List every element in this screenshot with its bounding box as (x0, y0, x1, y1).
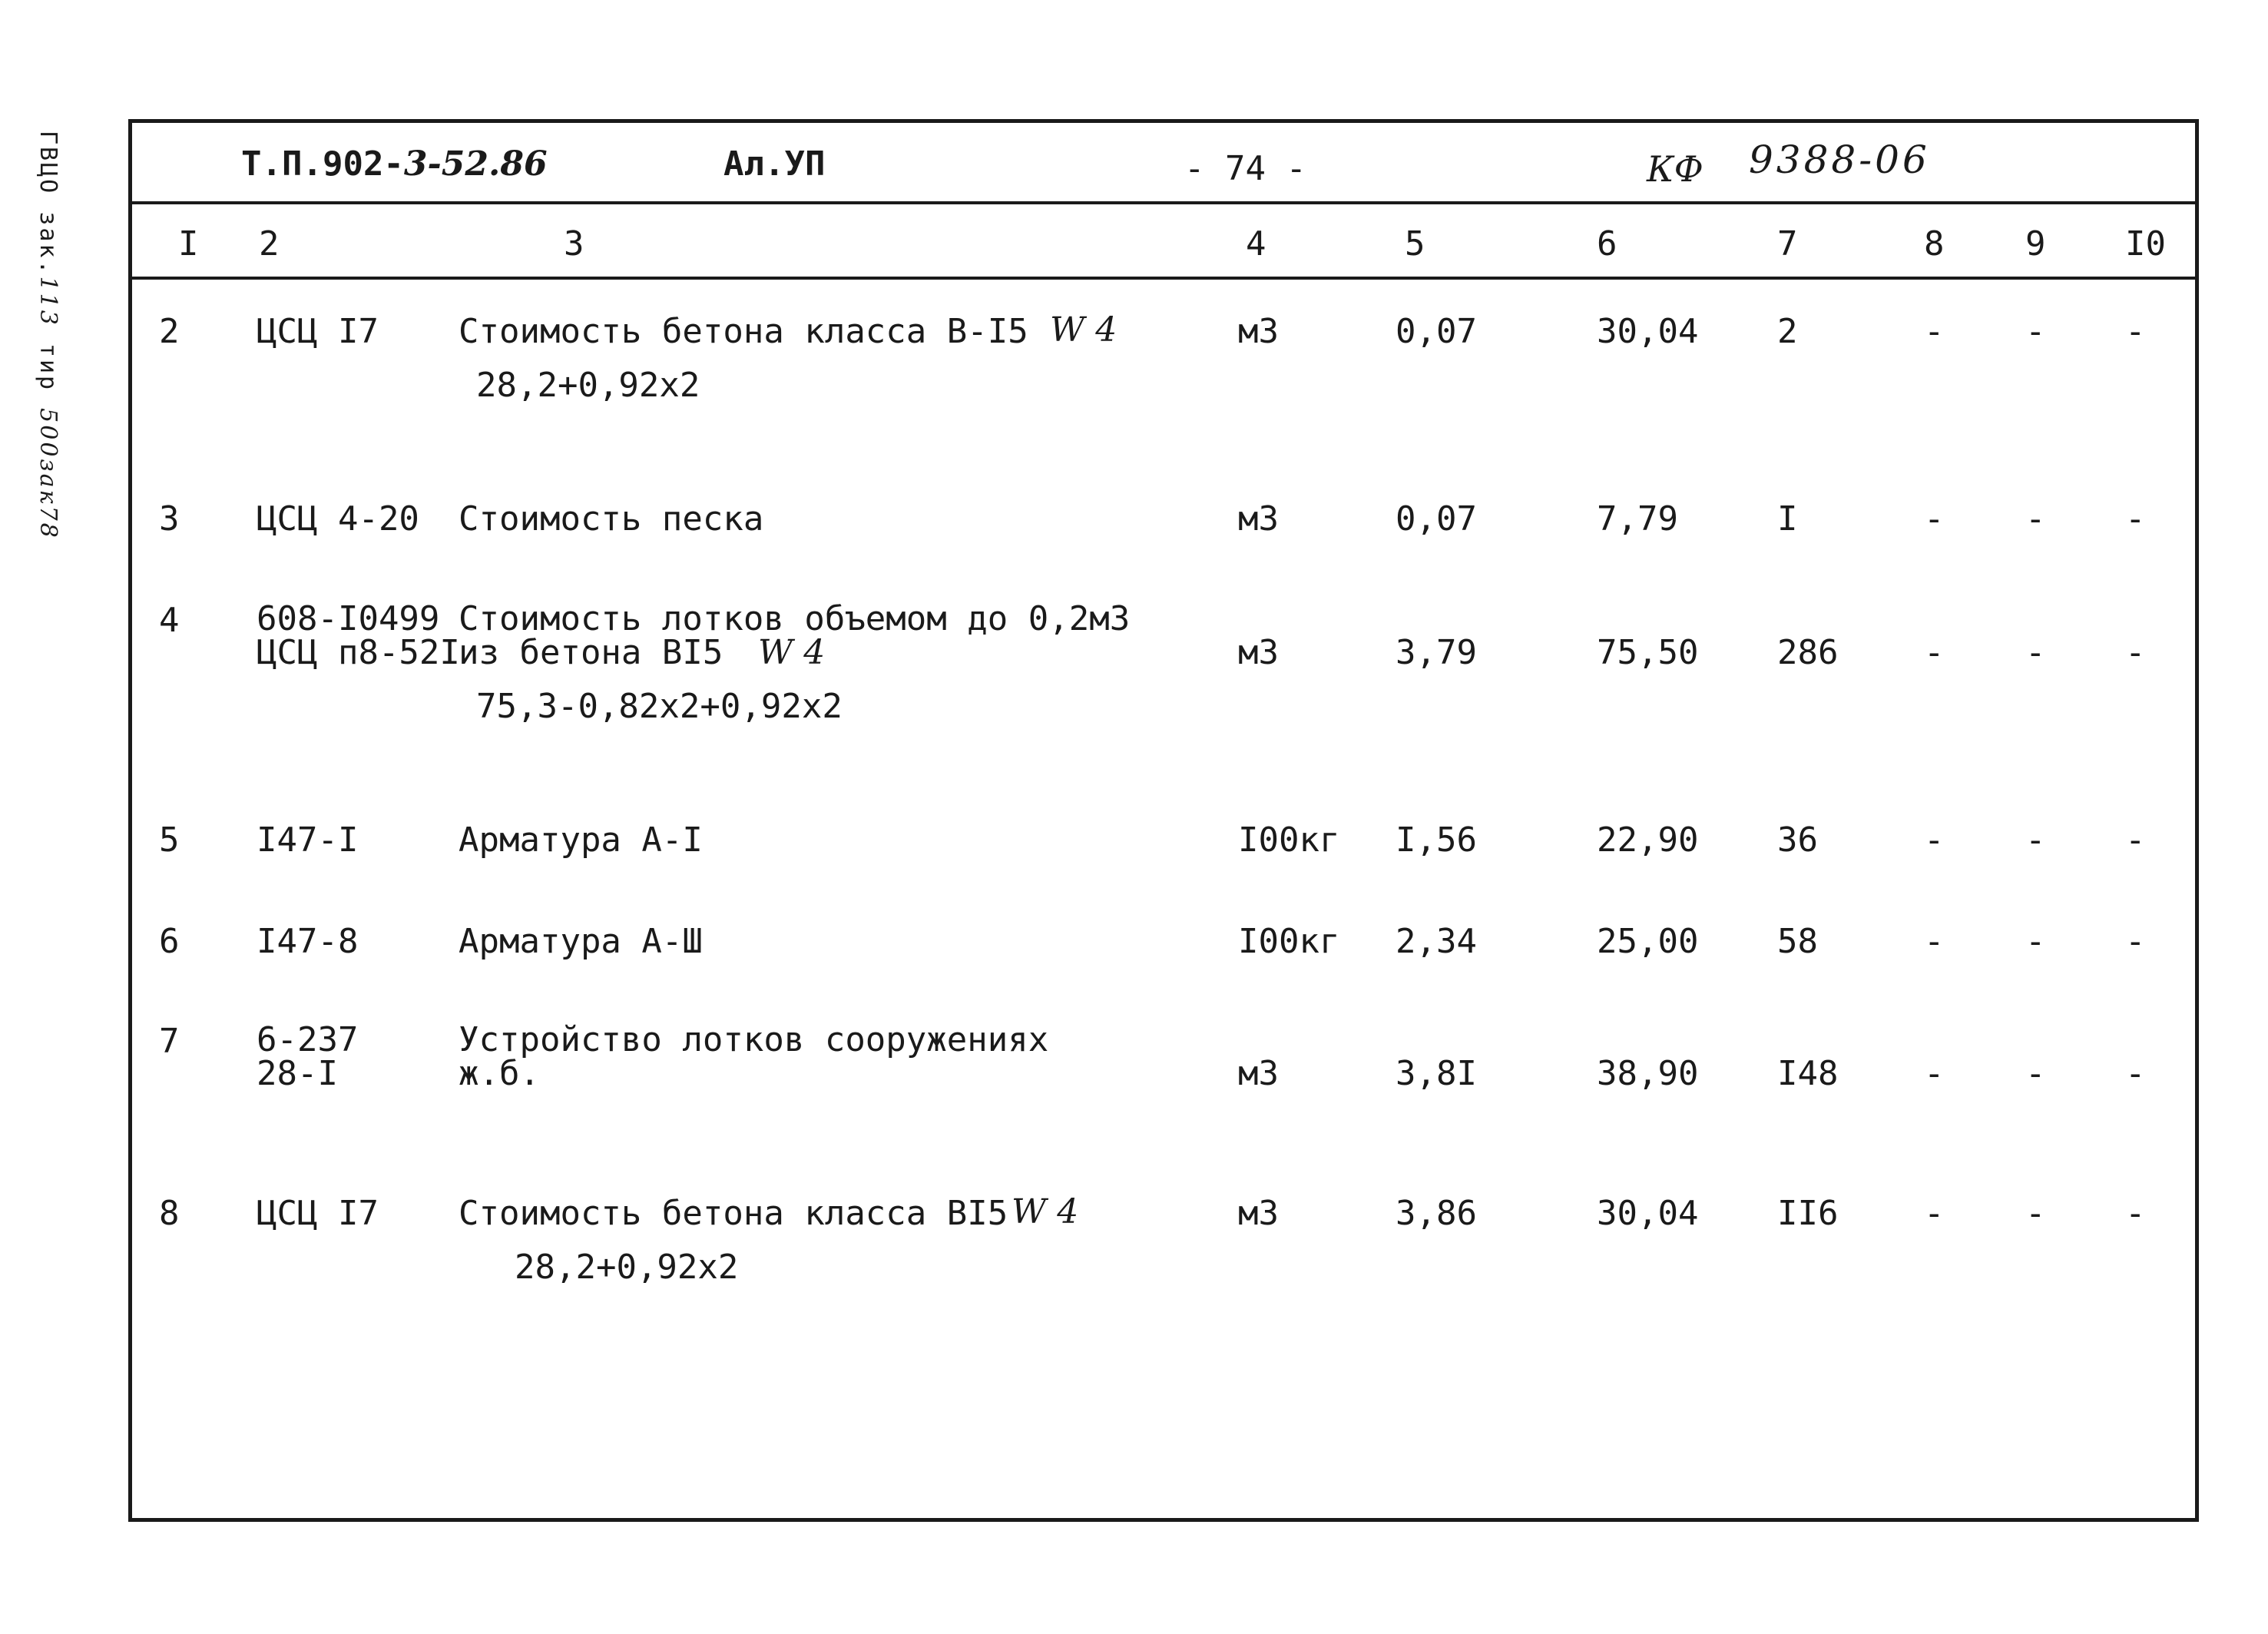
row-unit-price: 38,90 (1597, 1054, 1699, 1093)
row-description: Арматура А-Ш (459, 922, 703, 961)
row-col-8: - (1924, 312, 1945, 351)
column-header-5: 5 (1405, 224, 1425, 263)
column-header-9: 9 (2025, 224, 2046, 263)
row-code: 6-237 28-I (257, 1020, 359, 1093)
row-unit: м3 (1238, 1054, 1279, 1093)
row-number: 8 (159, 1194, 180, 1233)
row-calculation: 28,2+0,92x2 (476, 366, 700, 405)
header-page-number: - 74 - (1184, 149, 1306, 188)
row-description: Арматура А-I (459, 820, 703, 860)
row-quantity: 3,8I (1396, 1054, 1477, 1093)
row-col-10: - (2125, 820, 2146, 860)
row-quantity: 3,79 (1396, 633, 1477, 672)
row-code: I47-8 (257, 922, 359, 961)
header-project-printed: Т.П.902- (241, 144, 404, 184)
row-col-10: - (2125, 312, 2146, 351)
row-col-8: - (1924, 499, 1945, 539)
row-number: 5 (159, 820, 180, 860)
column-header-8: 8 (1924, 224, 1945, 263)
header-album: Ал.УП (723, 144, 826, 184)
row-description: Стоимость бетона класса В-I5 (459, 312, 1028, 351)
row-unit-price: 22,90 (1597, 820, 1699, 860)
row-number: 3 (159, 499, 180, 539)
column-header-1: I (178, 224, 199, 263)
side-stamp-mid: тир (35, 326, 61, 409)
row-col-9: - (2025, 312, 2046, 351)
column-header-4: 4 (1246, 224, 1266, 263)
row-total: I (1777, 499, 1798, 539)
row-col-8: - (1924, 633, 1945, 672)
column-header-3: 3 (564, 224, 584, 263)
row-quantity: 3,86 (1396, 1194, 1477, 1233)
row-quantity: I,56 (1396, 820, 1477, 860)
row-col-9: - (2025, 922, 2046, 961)
column-header-10: I0 (2125, 224, 2166, 263)
row-col-10: - (2125, 1054, 2146, 1093)
side-stamp-prefix: ГВЦО зак. (35, 131, 61, 277)
row-code: ЦСЦ 4-20 (257, 499, 419, 539)
row-unit-price: 75,50 (1597, 633, 1699, 672)
header-project-handwritten: 3-52.86 (403, 144, 548, 184)
row-unit-price: 7,79 (1597, 499, 1678, 539)
side-stamp-run: 500зак78 (35, 408, 61, 540)
row-description: Стоимость песка (459, 499, 764, 539)
row-col-10: - (2125, 1194, 2146, 1233)
row-unit-price: 25,00 (1597, 922, 1699, 961)
side-stamp-order-number: 113 (35, 276, 61, 327)
row-code: ЦСЦ I7 (257, 312, 379, 351)
row-unit: I00кг (1238, 820, 1340, 860)
row-col-9: - (2025, 1054, 2046, 1093)
row-col-8: - (1924, 922, 1945, 961)
row-total: 36 (1777, 820, 1818, 860)
row-quantity: 0,07 (1396, 499, 1477, 539)
row-total: 58 (1777, 922, 1818, 961)
row-col-8: - (1924, 1054, 1945, 1093)
row-description: Устройство лотков сооружениях ж.б. (459, 1020, 1049, 1093)
header-code-prefix: КФ (1647, 148, 1703, 190)
row-col-10: - (2125, 922, 2146, 961)
row-unit: м3 (1238, 312, 1279, 351)
row-number: 2 (159, 312, 180, 351)
side-stamp (35, 131, 61, 540)
row-description: Стоимость бетона класса ВI5 (459, 1194, 1008, 1233)
row-number: 6 (159, 922, 180, 961)
row-code: I47-I (257, 820, 359, 860)
row-total: I48 (1777, 1054, 1839, 1093)
row-number: 7 (159, 1022, 180, 1061)
row-water-mark: W 4 (1011, 1192, 1079, 1231)
header-project (241, 146, 548, 183)
column-header-6: 6 (1597, 224, 1617, 263)
row-col-9: - (2025, 499, 2046, 539)
row-unit-price: 30,04 (1597, 1194, 1699, 1233)
row-col-9: - (2025, 820, 2046, 860)
row-col-9: - (2025, 633, 2046, 672)
row-col-9: - (2025, 1194, 2046, 1233)
header-divider (132, 201, 2195, 204)
row-total: II6 (1777, 1194, 1839, 1233)
row-col-8: - (1924, 1194, 1945, 1233)
row-col-10: - (2125, 499, 2146, 539)
row-number: 4 (159, 601, 180, 640)
row-quantity: 2,34 (1396, 922, 1477, 961)
column-header-divider (132, 277, 2195, 280)
row-calculation: 75,3-0,82x2+0,92x2 (476, 687, 843, 726)
row-unit: м3 (1238, 1194, 1279, 1233)
row-unit-price: 30,04 (1597, 312, 1699, 351)
row-code: 608-I0499 ЦСЦ п8-52I (257, 599, 460, 672)
column-header-7: 7 (1777, 224, 1798, 263)
row-col-8: - (1924, 820, 1945, 860)
row-unit: I00кг (1238, 922, 1340, 961)
row-total: 2 (1777, 312, 1798, 351)
row-col-10: - (2125, 633, 2146, 672)
row-water-mark: W 4 (758, 633, 826, 672)
row-code: ЦСЦ I7 (257, 1194, 379, 1233)
row-total: 286 (1777, 633, 1839, 672)
row-description: Стоимость лотков объемом до 0,2м3 из бетона ВI5 (459, 599, 1131, 672)
row-unit: м3 (1238, 499, 1279, 539)
column-header-2: 2 (259, 224, 280, 263)
header-code-number: 9388-06 (1749, 138, 1930, 182)
row-water-mark: W 4 (1050, 310, 1117, 350)
row-calculation: 28,2+0,92x2 (515, 1248, 739, 1287)
row-quantity: 0,07 (1396, 312, 1477, 351)
row-unit: м3 (1238, 633, 1279, 672)
document-frame (128, 119, 2199, 1522)
